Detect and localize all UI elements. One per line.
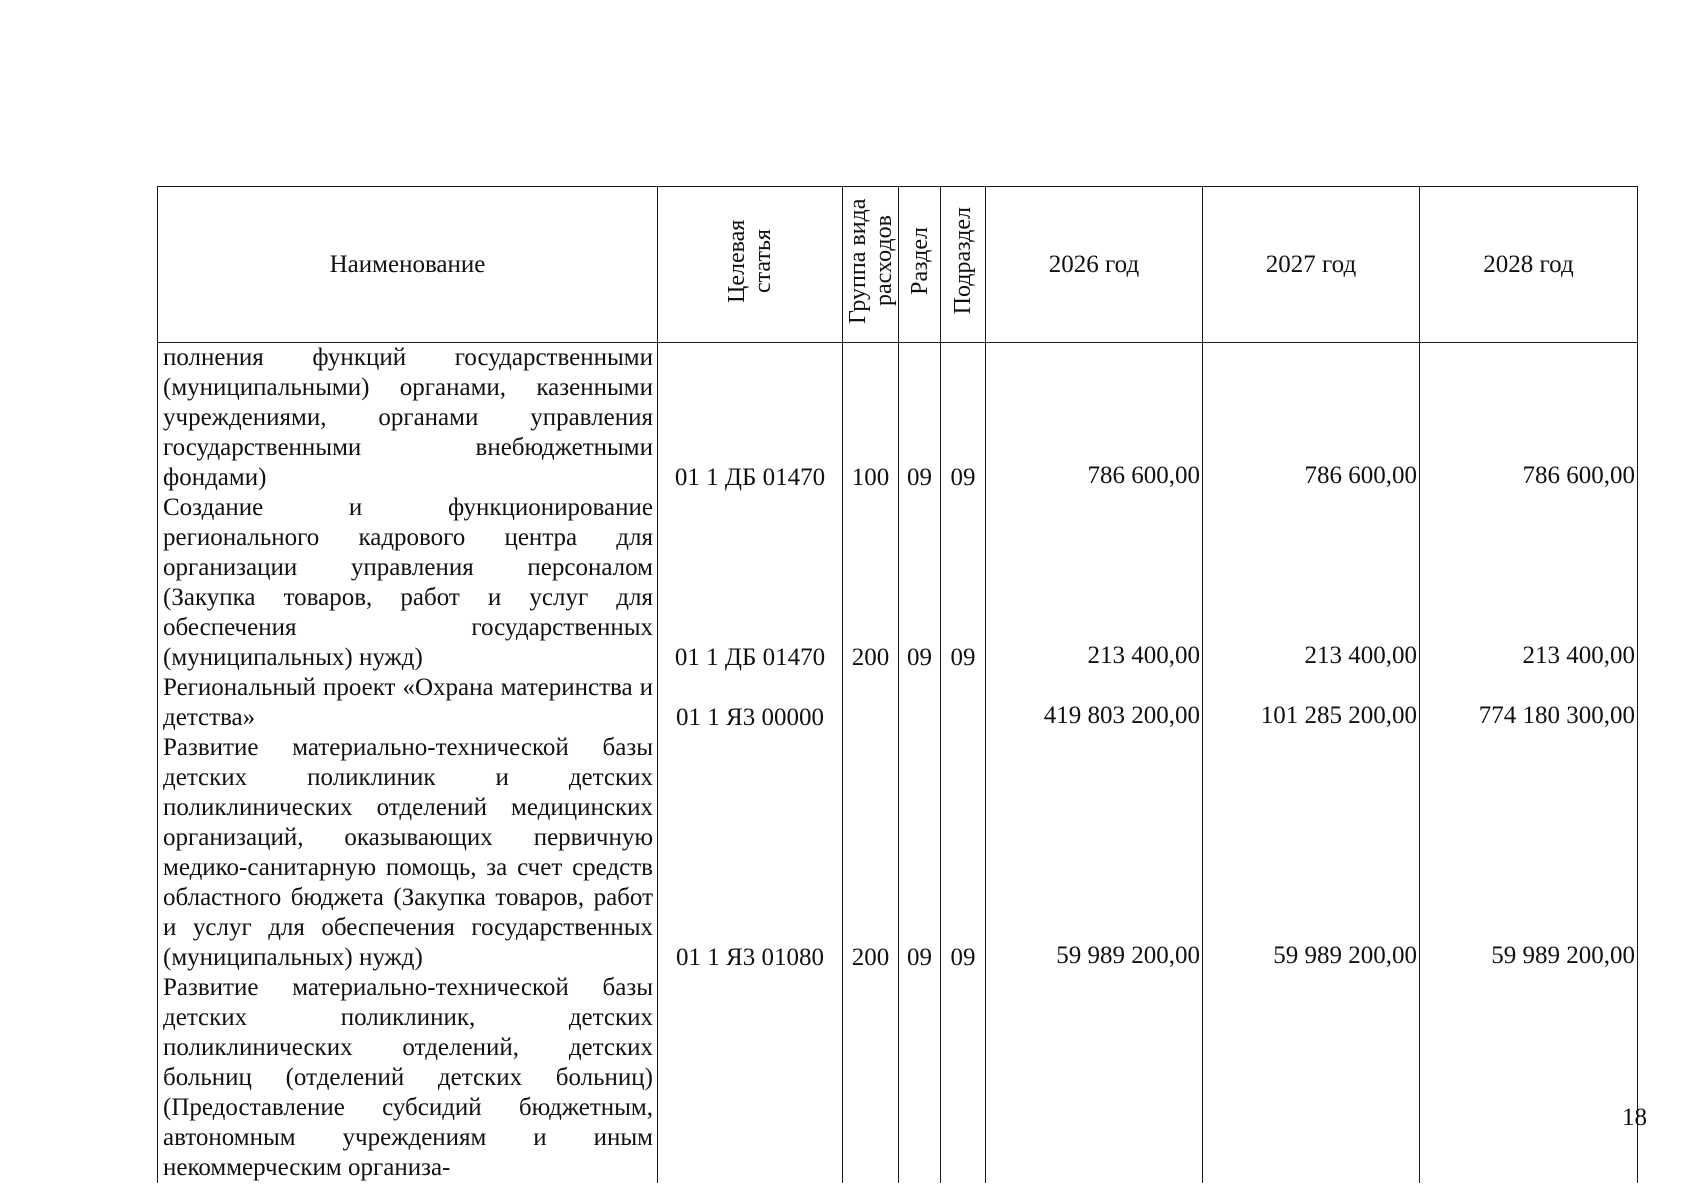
row-expense-group: 200 [843, 493, 899, 673]
row-name: Региональный проект «Охрана материнства и детства» [158, 673, 658, 733]
table-header-row [158, 187, 1638, 343]
row-value-2026: 213 400,00 [986, 493, 1203, 673]
row-section: 09 [899, 733, 941, 973]
budget-table [157, 186, 1638, 1183]
row-value-2026: 419 803 200,00 [986, 673, 1203, 733]
row-value-2028: 774 180 300,00 [1420, 673, 1638, 733]
row-name: Развитие материально-технической базы детских поликлиник, детских поликлинических отделений, детских больниц (отделений детских больниц) (Предоставление субсидий бюджетным, автономным учреждениям и иным некоммерческим организа- [158, 973, 658, 1183]
row-value-2027: 59 989 200,00 [1203, 733, 1420, 973]
row-target-article: 01 1 ДБ 01470 [658, 343, 843, 494]
header-section: Раздел [899, 187, 941, 343]
row-expense-group [843, 973, 899, 1183]
row-target-article: 01 1 Я3 00000 [658, 673, 843, 733]
header-target-article: Целевая статья [658, 187, 843, 343]
table-row [158, 973, 1638, 1183]
header-year-2026: 2026 год [986, 187, 1203, 343]
row-expense-group: 100 [843, 343, 899, 494]
row-value-2028: 786 600,00 [1420, 343, 1638, 494]
row-value-2027 [1203, 973, 1420, 1183]
row-section [899, 673, 941, 733]
row-subsection: 09 [941, 493, 986, 673]
header-name: Наименование [158, 187, 658, 343]
row-subsection: 09 [941, 733, 986, 973]
table-row [158, 493, 1638, 673]
table-row [158, 343, 1638, 494]
row-value-2028 [1420, 973, 1638, 1183]
row-name: Развитие материально-технической базы детских поликлиник и детских поликлинических отделений медицинских организаций, оказывающих первичную медико-санитарную помощь, за счет средств областного бюджета (Закупка товаров, работ и услуг для обеспечения государственных (муниципальных) нужд) [158, 733, 658, 973]
table-row [158, 673, 1638, 733]
row-target-article [658, 973, 843, 1183]
header-year-2027: 2027 год [1203, 187, 1420, 343]
row-subsection: 09 [941, 343, 986, 494]
page-number: 18 [1622, 1104, 1647, 1131]
row-section: 09 [899, 493, 941, 673]
row-value-2027: 213 400,00 [1203, 493, 1420, 673]
row-target-article: 01 1 ДБ 01470 [658, 493, 843, 673]
row-name: Создание и функционирование регионального кадрового центра для организации управления персоналом (Закупка товаров, работ и услуг для обеспечения государственных (муниципальных) нужд) [158, 493, 658, 673]
header-expense-group: Группа вида расходов [843, 187, 899, 343]
header-year-2028: 2028 год [1420, 187, 1638, 343]
row-value-2028: 59 989 200,00 [1420, 733, 1638, 973]
row-name: полнения функций государственными (муниципальными) органами, казенными учреждениями, органами управления государственными внебюджетными фондами) [158, 343, 658, 494]
row-subsection [941, 673, 986, 733]
row-value-2027: 101 285 200,00 [1203, 673, 1420, 733]
row-value-2026: 786 600,00 [986, 343, 1203, 494]
row-value-2026: 59 989 200,00 [986, 733, 1203, 973]
row-section: 09 [899, 343, 941, 494]
row-expense-group [843, 673, 899, 733]
row-value-2026 [986, 973, 1203, 1183]
row-expense-group: 200 [843, 733, 899, 973]
row-value-2028: 213 400,00 [1420, 493, 1638, 673]
header-subsection: Подраздел [941, 187, 986, 343]
row-subsection [941, 973, 986, 1183]
row-value-2027: 786 600,00 [1203, 343, 1420, 494]
row-target-article: 01 1 Я3 01080 [658, 733, 843, 973]
row-section [899, 973, 941, 1183]
table-row [158, 733, 1638, 973]
